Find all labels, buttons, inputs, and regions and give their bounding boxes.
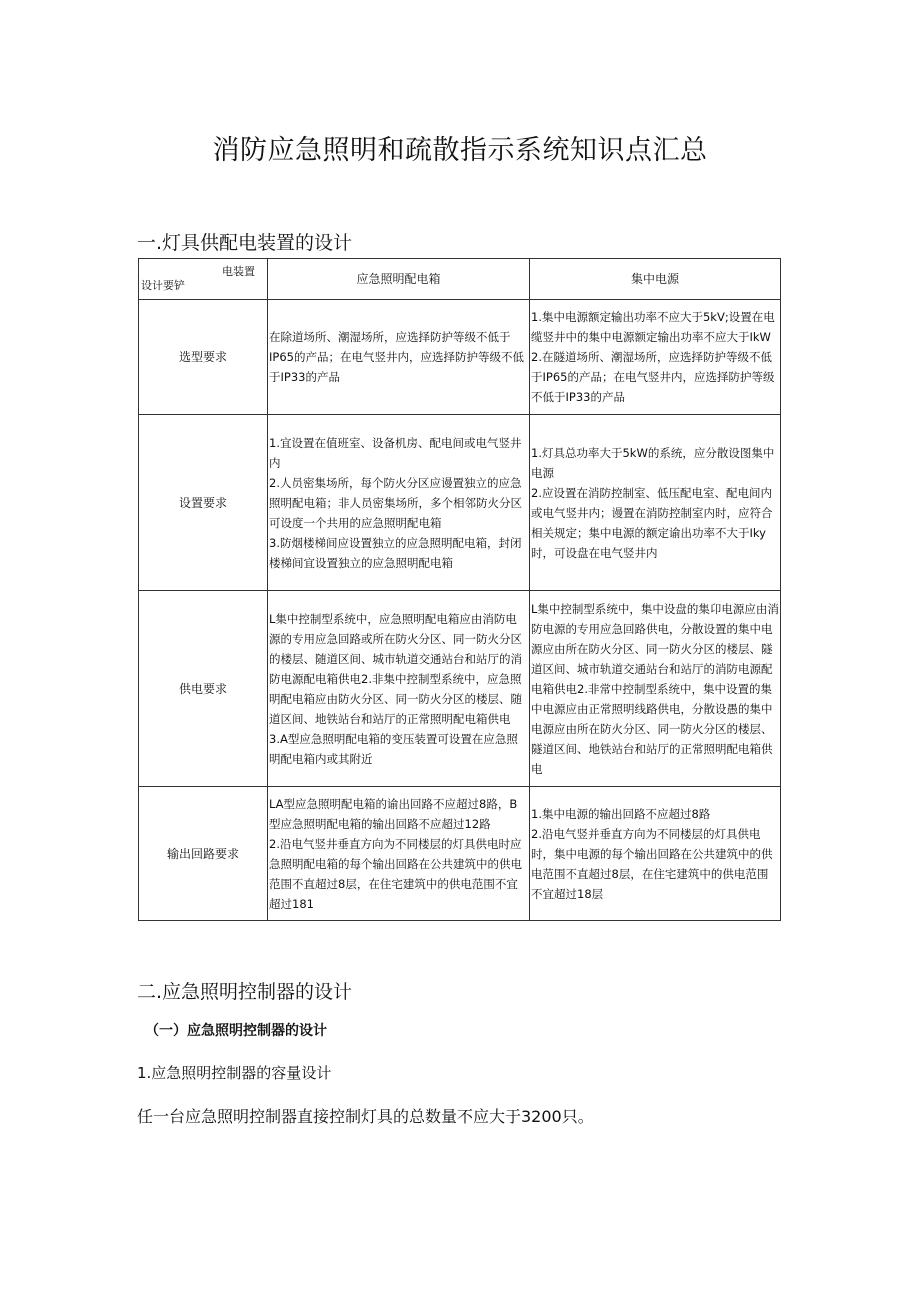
table-cell [268,300,530,415]
table-row [139,300,781,415]
corner-top-label: 电装置 [222,265,255,278]
cell-text: 1.集中电源的输出回路不应超过8路 2.沿电气竖并垂直方向为不同楼层的灯具供电时，集中电源的每个输出回路在公共建筑中的供电范围不直超过8层，在住宅建筑中的供电范围不宜超过18层 [531,806,773,901]
table-row [139,415,781,591]
table-corner-cell [139,259,268,300]
table-cell [268,591,530,787]
row-label: 输出回路要求 [139,787,268,921]
table-cell [530,415,781,591]
row-label: 供电要求 [139,591,268,787]
section-heading-1: 一.灯具供配电装置的设计 [137,232,353,254]
column-header-distribution-box: 应急照明配电箱 [268,259,530,300]
power-supply-table [138,258,781,921]
cell-text: 1.集中电源额定输出功率不应大于5kV;设置在电缆竖井中的集中电源额定输出功率不应大于IkW 2.在隧道场所、潮湿场所，应选择防护等级不低于IP65的产品；在电气竖井内，应选择防护等级不低于IP33的产品 [531,310,775,404]
table-cell [530,787,781,921]
cell-text: L集中控制型系统中，集中设盘的集卬电源应由消防电源的专用应急回路供电，分散设置的集中电源应由所在防火分区、同一防火分区的楼层、隧道区间、城市轨道交通站台和站厅的消防电源配电箱供电2.非常中控制型系统中，集中设置的集中电源应由正常照明线路供电，分散设愚的集中电源应由所在防火分区、同一防火分区的楼层、隧道区间、地铁站台和站厅的正常照明配电箱供电 [531,601,779,776]
row-label: 设置要求 [139,415,268,591]
page-title: 消防应急照明和疏散指示系统知识点汇总 [212,135,708,166]
row-label: 选型要求 [139,300,268,415]
table-header-row [139,259,781,300]
item-heading: 1.应急照明控制器的容量设计 [137,1064,332,1082]
cell-text: 1.宜设置在值班室、设备机房、配电间或电气竖井内 2.人员密集场所，每个防火分区应谩置独立的应急照明配电箱；非人员密集场所，多个相邻防火分区可设度一个共用的应急照明配电箱 3.防烟楼梯间应设置独立的应急照明配电箱，封闭楼梯间宜设置独立的应急照明配电箱 [269,435,522,570]
cell-text: LA型应急照明配电箱的谕出回路不应超过8路，B型应急照明配电箱的输出回路不应超过12路 2.沿电气竖井垂直方向为不同楼层的灯具供电时应急照明配电箱的每个输出回路在公共建筑中的供电范围不直超过8层，在住宅建筑中的供电范围不宜超过181 [269,796,522,911]
cell-text: L集中控制型系统中，应急照明配电箱应由消防电源的专用应急回路或所在防火分区、同一防火分区的楼层、随道区间、城市轨道交通站台和站厅的消防电源配电箱供电2.非集中控制型系统中，应急照明配电箱应由防火分区、同一防火分区的楼层、随道区间、地铁站台和站厅的正常照明配电箱供电 3.A型应急照明配电箱的变压装置可设置在应急照明配电箱内或其附近 [269,611,522,766]
section-heading-2: 二.应急照明控制器的设计 [137,981,353,1003]
body-paragraph: 任一台应急照明控制器直接控制灯具的总数量不应大于3200只。 [137,1107,594,1126]
corner-bottom-label: 设计要铲 [141,279,185,292]
table-cell [530,591,781,787]
table-cell [530,300,781,415]
table-row [139,787,781,921]
subsection-heading: （一）应急照明控制器的设计 [145,1023,327,1039]
column-header-central-power: 集中电源 [530,259,781,300]
cell-text: 1.灯具总功率大于5kW的系统，应分散设图集中电源 2.应设置在消防控制室、低压配电室、配电间内或电气竖井内；谩置在消防控制室内时，应符合相关规定；集中电源的额定谕出功率不大于Iky时，可设盘在电气竖井内 [531,445,775,560]
table-row [139,591,781,787]
table-cell [268,415,530,591]
table-cell [268,787,530,921]
cell-text: 在除道场所、潮湿场所，应选择防护等级不低于IP65的产品；在电气竖井内，应选择防护等级不低于IP33的产品 [269,330,524,384]
